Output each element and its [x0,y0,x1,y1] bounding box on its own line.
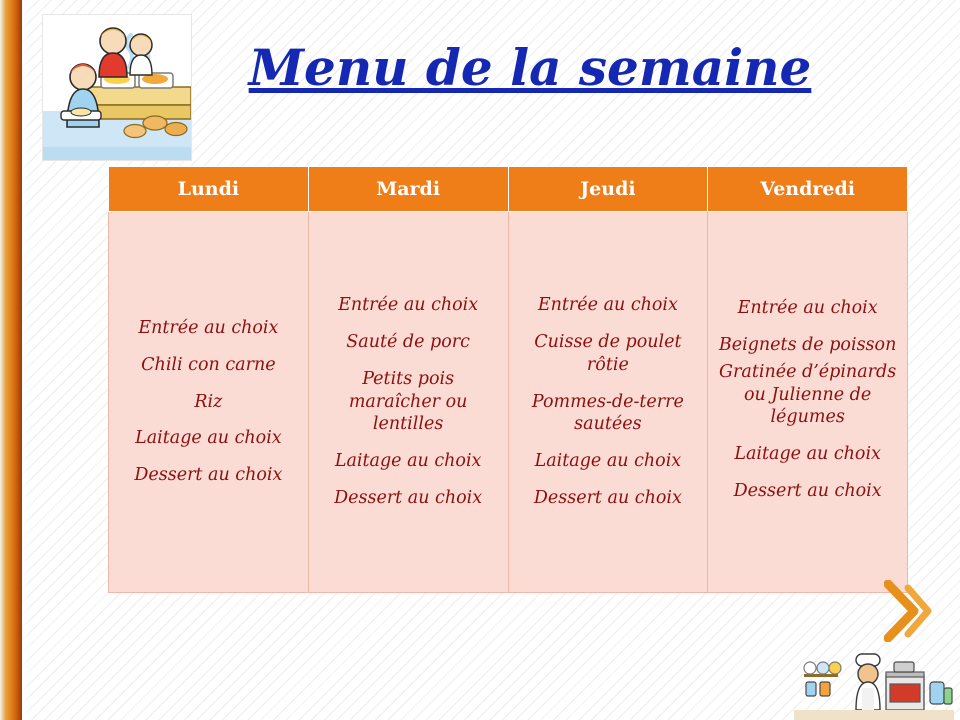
chef-cooking-clipart [794,648,954,720]
menu-item: Riz [194,391,223,412]
menu-item: Chili con carne [141,354,276,375]
page-title: Menu de la semaine [248,38,812,97]
menu-item: Dessert au choix [533,487,682,508]
menu-item: Entrée au choix [138,318,279,339]
menu-item: Cuisse de poulet rôtie [534,332,682,375]
left-band-highlight [22,0,30,720]
menu-item: Petits pois maraîcher ou lentilles [348,368,468,435]
menu-item: Entrée au choix [737,298,878,319]
menu-item: Entrée au choix [338,295,479,316]
menu-item: Beignets de poisson [718,335,897,356]
menu-cell-lundi [109,212,309,593]
left-band [0,0,22,720]
column-header-vendredi: Vendredi [708,167,908,212]
column-header-jeudi: Jeudi [508,167,708,212]
menu-item: Dessert au choix [733,480,882,501]
menu-item: Gratinée d’épinards ou Julienne de légumes [719,361,897,428]
column-header-lundi: Lundi [109,167,309,212]
menu-item: Dessert au choix [134,465,283,486]
menu-item: Laitage au choix [334,451,482,472]
column-header-mardi: Mardi [308,167,508,212]
menu-item: Laitage au choix [135,428,282,449]
menu-item: Pommes-de-terre sautées [531,391,684,435]
menu-item: Sauté de porc [346,332,470,353]
menu-cell-vendredi [708,212,908,593]
menu-item: Laitage au choix [534,451,682,472]
menu-item: Laitage au choix [734,444,881,465]
table-row [109,212,908,593]
double-chevron-right-icon [884,580,936,642]
canteen-serving-clipart [42,14,192,161]
menu-item: Entrée au choix [537,295,678,316]
table-header-row [109,167,908,212]
menu-cell-jeudi [508,212,708,593]
menu-cell-mardi [308,212,508,593]
menu-table [108,166,908,593]
menu-item: Dessert au choix [334,487,483,508]
